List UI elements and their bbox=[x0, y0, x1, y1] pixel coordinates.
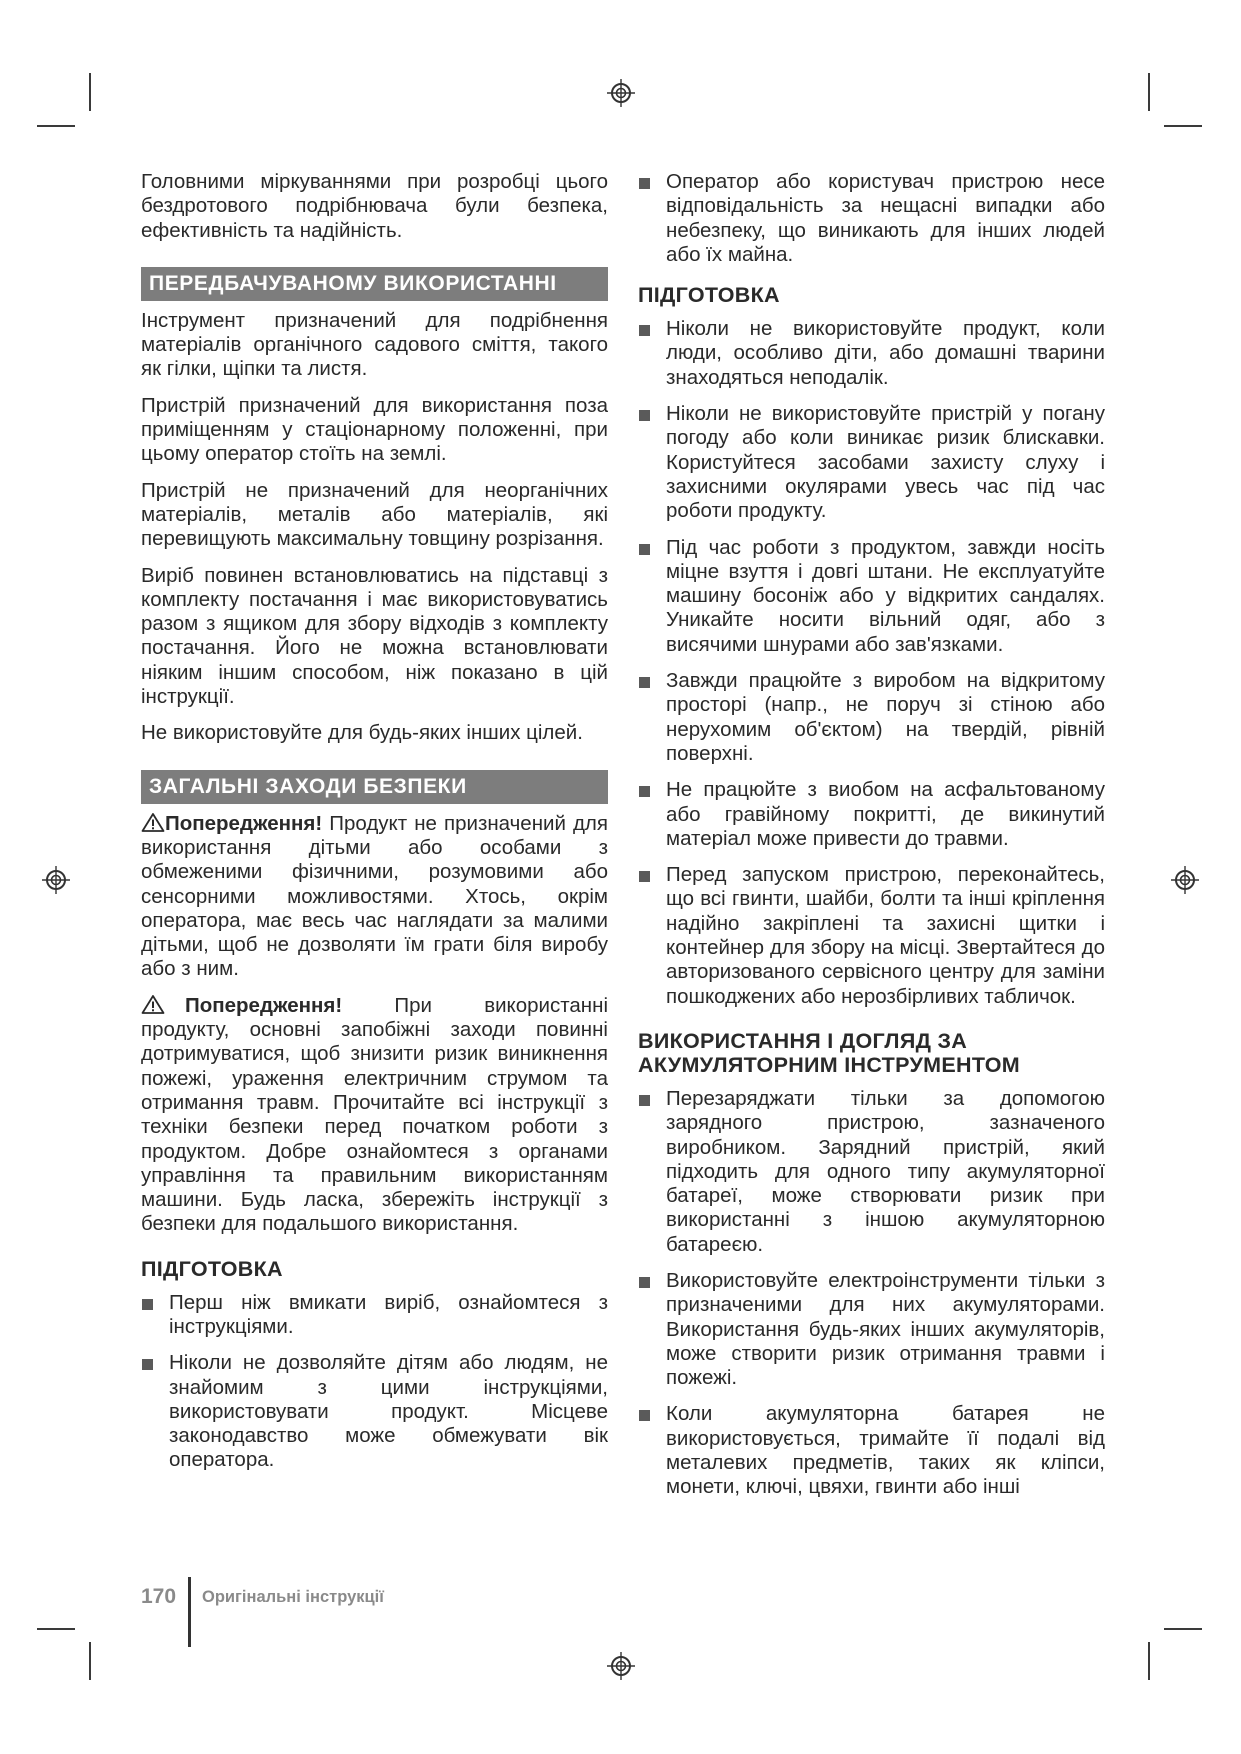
crop-mark-tr-horizontal bbox=[1164, 125, 1202, 127]
registration-mark-right-icon bbox=[1170, 865, 1200, 895]
preparation-list-left bbox=[141, 1291, 608, 1473]
section-heading-preparation-right: ПІДГОТОВКА bbox=[638, 283, 780, 308]
warning-paragraph-1 bbox=[141, 812, 608, 982]
crop-mark-bl-horizontal bbox=[37, 1628, 75, 1630]
registration-mark-top-icon bbox=[606, 78, 636, 108]
list-item bbox=[638, 170, 1105, 267]
section-heading-intended-use: ПЕРЕДБАЧУВАНОМУ ВИКОРИСТАННІ bbox=[141, 267, 608, 301]
intended-use-paragraph-4: Виріб повинен встановлюватись на підставці з комплекту постачання і має використовуватись разом з ящиком для збору відходів з комплекту постачання. Його не можна встановлювати ніяким іншим способом, ніж показано в цій інструкції. bbox=[141, 563, 608, 709]
square-bullet-icon bbox=[639, 410, 650, 421]
intended-use-paragraph-5: Не використовуйте для будь-яких інших цілей. bbox=[141, 721, 583, 745]
list-item-text: Використовуйте електроінструменти тільки з призначеними для них акумуляторами. Використання будь-яких інших акумуляторів, може створити ризик отримання травми і пожежі. bbox=[666, 1268, 1105, 1390]
list-item bbox=[141, 1291, 608, 1340]
list-item-text: Не працюйте з виобом на асфальтованому або гравійному покритті, де викинутий матеріал може привести до травми. bbox=[666, 778, 1105, 850]
warning-label: Попередження! bbox=[185, 993, 343, 1017]
square-bullet-icon bbox=[142, 1299, 153, 1310]
crop-mark-br-vertical bbox=[1148, 1642, 1150, 1680]
square-bullet-icon bbox=[639, 1277, 650, 1288]
list-item-text: Ніколи не дозволяйте дітям або людям, не знайомим з цими інструкціями, використовувати продукт. Місцеве законодавство може обмежувати вік оператора. bbox=[169, 1351, 608, 1472]
intended-use-paragraph-2: Пристрій призначений для використання поза приміщенням у стаціонарному положенні, при цьому оператор стоїть на землі. bbox=[141, 393, 608, 466]
square-bullet-icon bbox=[639, 1410, 650, 1421]
square-bullet-icon bbox=[142, 1359, 153, 1370]
warning-triangle-icon bbox=[141, 994, 165, 1014]
intended-use-paragraph-1: Інструмент призначений для подрібнення матеріалів органічного садового сміття, такого як гілки, щіпки та листя. bbox=[141, 308, 608, 381]
list-item-text: Оператор або користувач пристрою несе відповідальність за нещасні випадки або небезпеку, що виникають для інших людей або їх майна. bbox=[666, 170, 1105, 266]
list-item bbox=[141, 1351, 608, 1472]
list-item bbox=[638, 317, 1105, 390]
square-bullet-icon bbox=[639, 544, 650, 555]
list-item bbox=[638, 863, 1105, 1009]
list-item-text: Завжди працюйте з виробом на відкритому просторі (напр., не поруч зі стіною або нерухомим об'єктом) на твердій, рівній поверхні. bbox=[666, 669, 1105, 765]
crop-mark-tl-vertical bbox=[89, 73, 91, 111]
right-column bbox=[638, 170, 1105, 1512]
warning-text: При використанні продукту, основні запобіжні заходи повинні дотримуватися, щоб знизити ризик виникнення пожежі, ураження електричним струмом та отримання травм. Прочитайте всі інструкції з техніки безпеки перед початком роботи з продуктом. Добре ознайомтеся з органами управління та правильним використанням машини. Будь ласка, збережіть інструкції з безпеки для подальшого використання. bbox=[141, 993, 608, 1236]
page-number: 170 bbox=[141, 1585, 177, 1608]
list-item-text: Під час роботи з продуктом, завжди носіть міцне взуття і довгі штани. Не експлуатуйте машину босоніж або у відкритих сандалях. Уникайте носити вільний одяг, або з висячими шнурами або зав'язками. bbox=[666, 535, 1105, 656]
list-item-text: Перезаряджати тільки за допомогою зарядного пристрою, зазначеного виробником. Зарядний пристрій, який підходить для одного типу акумуляторної батареї, може створювати ризик при використанні з іншою акумуляторною батареєю. bbox=[666, 1086, 1105, 1256]
registration-mark-bottom-icon bbox=[606, 1651, 636, 1681]
square-bullet-icon bbox=[639, 178, 650, 189]
crop-mark-br-horizontal bbox=[1164, 1628, 1202, 1630]
section-heading-general-safety: ЗАГАЛЬНІ ЗАХОДИ БЕЗПЕКИ bbox=[141, 770, 608, 804]
section-heading-line-2: АКУМУЛЯТОРНИМ ІНСТРУМЕНТОМ bbox=[638, 1052, 1020, 1077]
list-item-text: Перед запуском пристрою, переконайтесь, що всі гвинти, шайби, болти та інші кріплення надійно закріплені та захисні щитки і контейнер для збору на місці. Звертайтеся до авторизованого сервісного центру для заміни пошкоджених або нерозбірливих табличок. bbox=[666, 863, 1105, 1008]
list-item bbox=[638, 1402, 1105, 1499]
intended-use-paragraph-3: Пристрій не призначений для неорганічних матеріалів, металів або матеріалів, які перевищують максимальну товщину розрізання. bbox=[141, 478, 608, 551]
list-item-text: Коли акумуляторна батарея не використовується, тримайте її подалі від металевих предметів, таких як кліпси, монети, ключі, цвяхи, гвинти або інші bbox=[666, 1402, 1105, 1499]
section-heading-line-1: ВИКОРИСТАННЯ І ДОГЛЯД ЗА bbox=[638, 1028, 968, 1053]
intro-paragraph: Головними міркуваннями при розробці цього бездротового подрібнювача були безпека, ефективність та надійність. bbox=[141, 170, 608, 242]
footer-label: Оригінальні інструкції bbox=[202, 1588, 384, 1606]
square-bullet-icon bbox=[639, 677, 650, 688]
square-bullet-icon bbox=[639, 786, 650, 797]
warning-triangle-icon bbox=[141, 812, 165, 832]
crop-mark-tl-horizontal bbox=[37, 125, 75, 127]
list-item bbox=[638, 536, 1105, 657]
list-item-text: Ніколи не використовуйте пристрій у погану погоду або коли виникає ризик блискавки. Користуйтеся засобами захисту слуху і захисними окулярами увесь час під час роботи продукту. bbox=[666, 402, 1105, 523]
left-column bbox=[141, 170, 608, 1485]
preparation-list-right bbox=[638, 317, 1105, 1009]
list-item bbox=[638, 778, 1105, 851]
list-item-text: Ніколи не використовуйте продукт, коли люди, особливо діти, або домашні тварини знаходяться неподалік. bbox=[666, 317, 1105, 389]
square-bullet-icon bbox=[639, 325, 650, 336]
crop-mark-tr-vertical bbox=[1148, 73, 1150, 111]
battery-tool-list bbox=[638, 1087, 1105, 1500]
list-item bbox=[638, 402, 1105, 523]
section-heading-battery-tool-use bbox=[638, 1029, 1105, 1077]
crop-mark-bl-vertical bbox=[89, 1642, 91, 1680]
list-item bbox=[638, 669, 1105, 766]
list-item bbox=[638, 1087, 1105, 1257]
footer-divider bbox=[188, 1577, 191, 1647]
warning-paragraph-2 bbox=[141, 994, 608, 1237]
operator-responsibility-list bbox=[638, 170, 1105, 267]
square-bullet-icon bbox=[639, 871, 650, 882]
warning-text: Продукт не призначений для використання дітьми або особами з обмеженими фізичними, розумовими або сенсорними можливостями. Хтось, окрім оператора, має весь час наглядати за малими дітьми, щоб не дозволяти їм грати біля виробу або з ним. bbox=[141, 811, 608, 981]
registration-mark-left-icon bbox=[41, 865, 71, 895]
square-bullet-icon bbox=[639, 1095, 650, 1106]
list-item bbox=[638, 1269, 1105, 1390]
section-heading-preparation-left: ПІДГОТОВКА bbox=[141, 1256, 283, 1281]
list-item-text: Перш ніж вмикати виріб, ознайомтеся з інструкціями. bbox=[169, 1290, 608, 1338]
warning-label: Попередження! bbox=[165, 811, 323, 835]
